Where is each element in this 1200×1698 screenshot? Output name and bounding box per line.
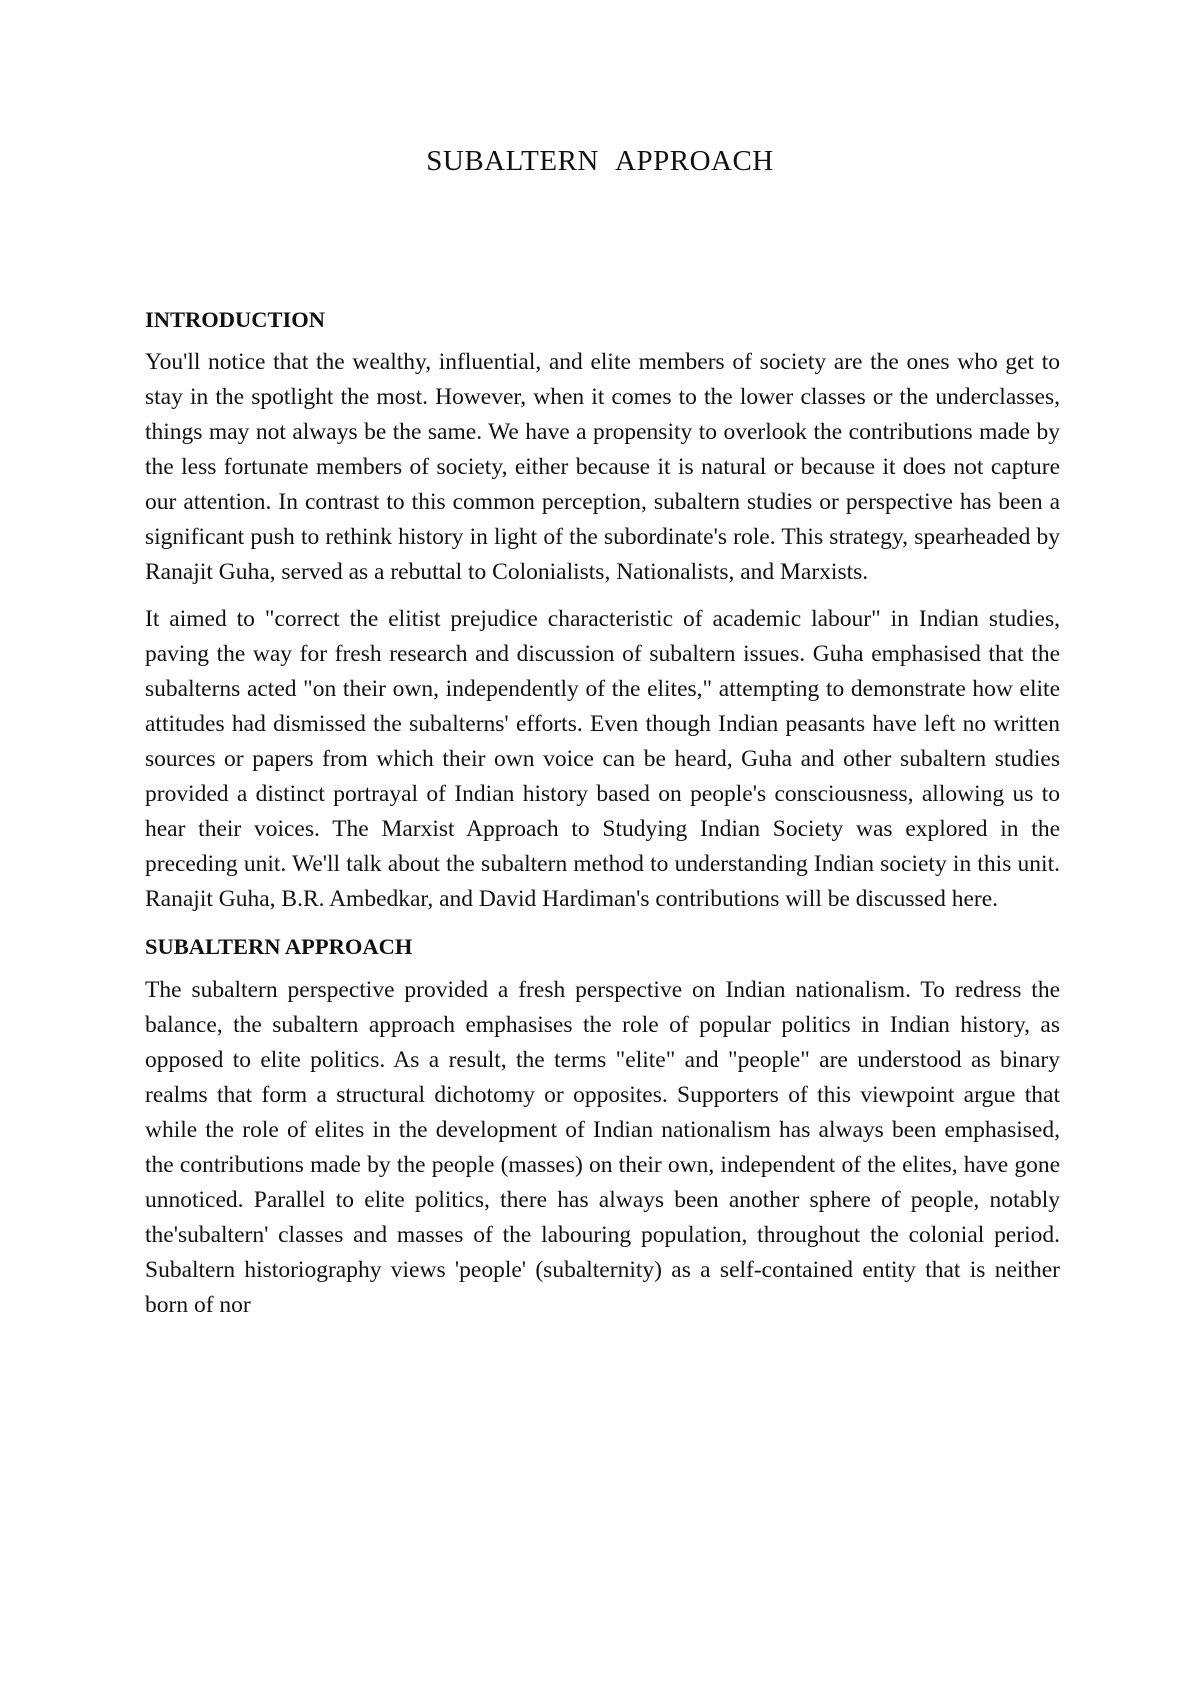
introduction-paragraph-1: You'll notice that the wealthy, influential, and elite members of society are the ones who get to stay in the spotlight the most. However, when it comes to the lower classes or the underclasses, things may not always be the same. We have a propensity to overlook the contributions made by the less fortunate members of society, either because it is natural or because it does not capture our attention. In contrast to this common perception, subaltern studies or perspective has been a significant push to rethink history in light of the subordinate's role. This strategy, spearheaded by Ranajit Guha, served as a rebuttal to Colonialists, Nationalists, and Marxists. [145,349,1060,585]
document-body [145,302,1060,1335]
section-heading-subaltern-approach: SUBALTERN APPROACH [145,934,413,959]
section-heading-introduction: INTRODUCTION [145,307,326,332]
introduction-paragraph-2: It aimed to "correct the elitist prejudice characteristic of academic labour" in Indian studies, paving the way for fresh research and discussion of subaltern issues. Guha emphasised that the subalterns acted "on their own, independently of the elites," attempting to demonstrate how elite attitudes had dismissed the subalterns' efforts. Even though Indian peasants have left no written sources or papers from which their own voice can be heard, Guha and other subaltern studies provided a distinct portrayal of Indian history based on people's consciousness, allowing us to hear their voices. The Marxist Approach to Studying Indian Society was explored in the preceding unit. We'll talk about the subaltern method to understanding Indian society in this unit. Ranajit Guha, B.R. Ambedkar, and David Hardiman's contributions will be discussed here. [145,606,1060,912]
subaltern-approach-paragraph-1: The subaltern perspective provided a fresh perspective on Indian nationalism. To redress the balance, the subaltern approach emphasises the role of popular politics in Indian history, as opposed to elite politics. As a result, the terms "elite" and "people" are understood as binary realms that form a structural dichotomy or opposites. Supporters of this viewpoint argue that while the role of elites in the development of Indian nationalism has always been emphasised, the contributions made by the people (masses) on their own, independent of the elites, have gone unnoticed. Parallel to elite politics, there has always been another sphere of people, notably the'subaltern' classes and masses of the labouring population, throughout the colonial period. Subaltern historiography views 'people' (subalternity) as a self-contained entity that is neither born of nor [145,977,1060,1318]
document-title: SUBALTERN APPROACH [426,145,774,177]
